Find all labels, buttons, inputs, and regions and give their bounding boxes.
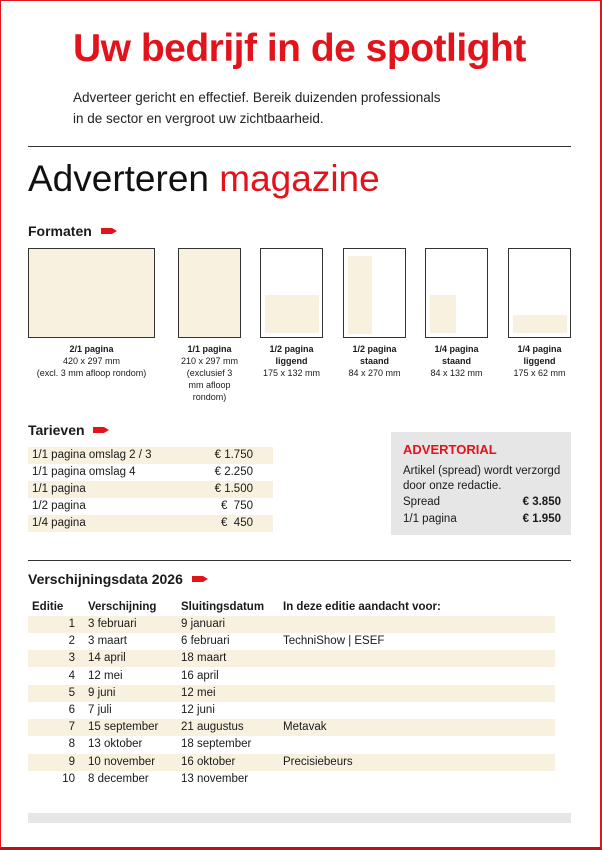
deadline-cell: 16 oktober — [181, 755, 236, 768]
format-quarter-landscape-box — [508, 248, 571, 338]
col-header-deadline: Sluitingsdatum — [181, 601, 265, 613]
rate-row: 1/1 pagina omslag 2 / 3 € 1.750 — [28, 447, 273, 464]
publication-cell: 15 september — [88, 721, 159, 734]
edition-cell: 2 — [68, 635, 75, 648]
formats-heading — [28, 223, 118, 239]
edition-cell: 7 — [68, 721, 75, 734]
format-half-landscape-box — [260, 248, 323, 338]
format-2-1-page-box — [28, 248, 155, 338]
advertorial-title: ADVERTORIAL — [403, 442, 497, 457]
col-header-focus: In deze editie aandacht voor: — [283, 601, 441, 613]
deadline-cell: 12 mei — [181, 686, 216, 699]
format-1-1-page-label: 1/1 pagina 210 x 297 mm (exclusief 3 mm afloop rondom) — [180, 344, 239, 402]
intro-text — [73, 87, 473, 129]
table-row — [28, 736, 555, 753]
dates-heading — [28, 571, 209, 587]
format-quarter-landscape-label: 1/4 pagina liggend 175 x 62 mm — [513, 344, 566, 378]
deadline-cell: 18 maart — [181, 652, 227, 665]
deadline-cell: 13 november — [181, 772, 249, 785]
format-quarter-portrait-box — [425, 248, 488, 338]
rates-table — [28, 447, 273, 532]
footer-bar — [28, 813, 571, 823]
table-row — [28, 754, 555, 771]
edition-cell: 10 — [62, 772, 75, 785]
edition-cell: 6 — [68, 704, 75, 716]
rate-row: 1/4 pagina € 450 — [28, 515, 273, 532]
deadline-cell: 21 augustus — [181, 721, 244, 734]
format-half-landscape-label: 1/2 pagina liggend 175 x 132 mm — [262, 344, 321, 378]
intro-line-2: in de sector en vergroot uw zichtbaarheid. — [73, 111, 324, 126]
edition-cell: 5 — [68, 686, 75, 699]
formats-heading-label: Formaten — [28, 223, 92, 239]
arrow-right-icon — [101, 227, 118, 235]
divider — [28, 560, 571, 561]
table-row — [28, 771, 555, 788]
table-row — [28, 616, 555, 633]
deadline-cell: 18 september — [181, 738, 252, 751]
rate-row: 1/1 pagina omslag 4 € 2.250 — [32, 466, 253, 478]
arrow-right-icon — [192, 575, 209, 583]
edition-cell: 9 — [68, 755, 75, 768]
edition-cell: 3 — [68, 652, 75, 665]
table-row — [28, 633, 555, 650]
publication-cell: 14 april — [88, 652, 126, 665]
format-1-1-page-box — [178, 248, 241, 338]
publication-cell: 9 juni — [88, 686, 116, 699]
heading-part-2: magazine — [219, 158, 380, 199]
table-row — [28, 650, 555, 667]
format-quarter-portrait-label: 1/4 pagina staand 84 x 132 mm — [430, 344, 483, 378]
publication-cell: 8 december — [88, 772, 149, 785]
focus-cell: TechniShow | ESEF — [283, 635, 385, 648]
deadline-cell: 12 juni — [181, 704, 215, 716]
rate-row: 1/1 pagina € 1.500 — [28, 481, 273, 498]
rates-heading — [28, 422, 110, 438]
publication-cell: 7 juli — [88, 704, 112, 716]
divider — [28, 146, 571, 147]
intro-line-1: Adverteer gericht en effectief. Bereik duizenden professionals — [73, 90, 441, 105]
format-half-portrait-box — [343, 248, 406, 338]
edition-cell: 8 — [68, 738, 75, 751]
advertorial-box — [391, 432, 571, 535]
table-row — [28, 702, 555, 719]
publication-cell: 3 februari — [88, 618, 137, 630]
rate-row: 1/2 pagina € 750 — [32, 500, 253, 512]
advertorial-text: Artikel (spread) wordt verzorgd door onze redactie. — [403, 465, 561, 492]
publication-cell: 13 oktober — [88, 738, 143, 751]
arrow-right-icon — [93, 426, 110, 434]
col-header-edition: Editie — [32, 601, 64, 613]
edition-cell: 4 — [68, 669, 75, 682]
dates-heading-label: Verschijningsdata 2026 — [28, 571, 183, 587]
deadline-cell: 6 februari — [181, 635, 230, 648]
deadline-cell: 16 april — [181, 669, 219, 682]
publication-cell: 10 november — [88, 755, 156, 768]
col-header-publication: Verschijning — [88, 601, 157, 613]
page-title: Uw bedrijf in de spotlight — [73, 27, 526, 70]
format-half-portrait-label: 1/2 pagina staand 84 x 270 mm — [348, 344, 401, 378]
table-row — [28, 668, 555, 685]
table-row — [28, 685, 555, 702]
publication-cell: 3 maart — [88, 635, 127, 648]
publication-cell: 12 mei — [88, 669, 123, 682]
section-heading — [28, 158, 380, 200]
focus-cell: Metavak — [283, 721, 327, 734]
heading-part-1: Adverteren — [28, 158, 209, 199]
advertorial-row: Spread € 3.850 — [403, 496, 561, 508]
focus-cell: Precisiebeurs — [283, 755, 353, 768]
advertorial-row: 1/1 pagina € 1.950 — [403, 513, 561, 525]
deadline-cell: 9 januari — [181, 618, 226, 630]
edition-cell: 1 — [68, 618, 75, 630]
format-2-1-page-label: 2/1 pagina 420 x 297 mm (excl. 3 mm afloop rondom) — [36, 344, 147, 378]
rates-heading-label: Tarieven — [28, 422, 85, 438]
table-row — [28, 719, 555, 736]
